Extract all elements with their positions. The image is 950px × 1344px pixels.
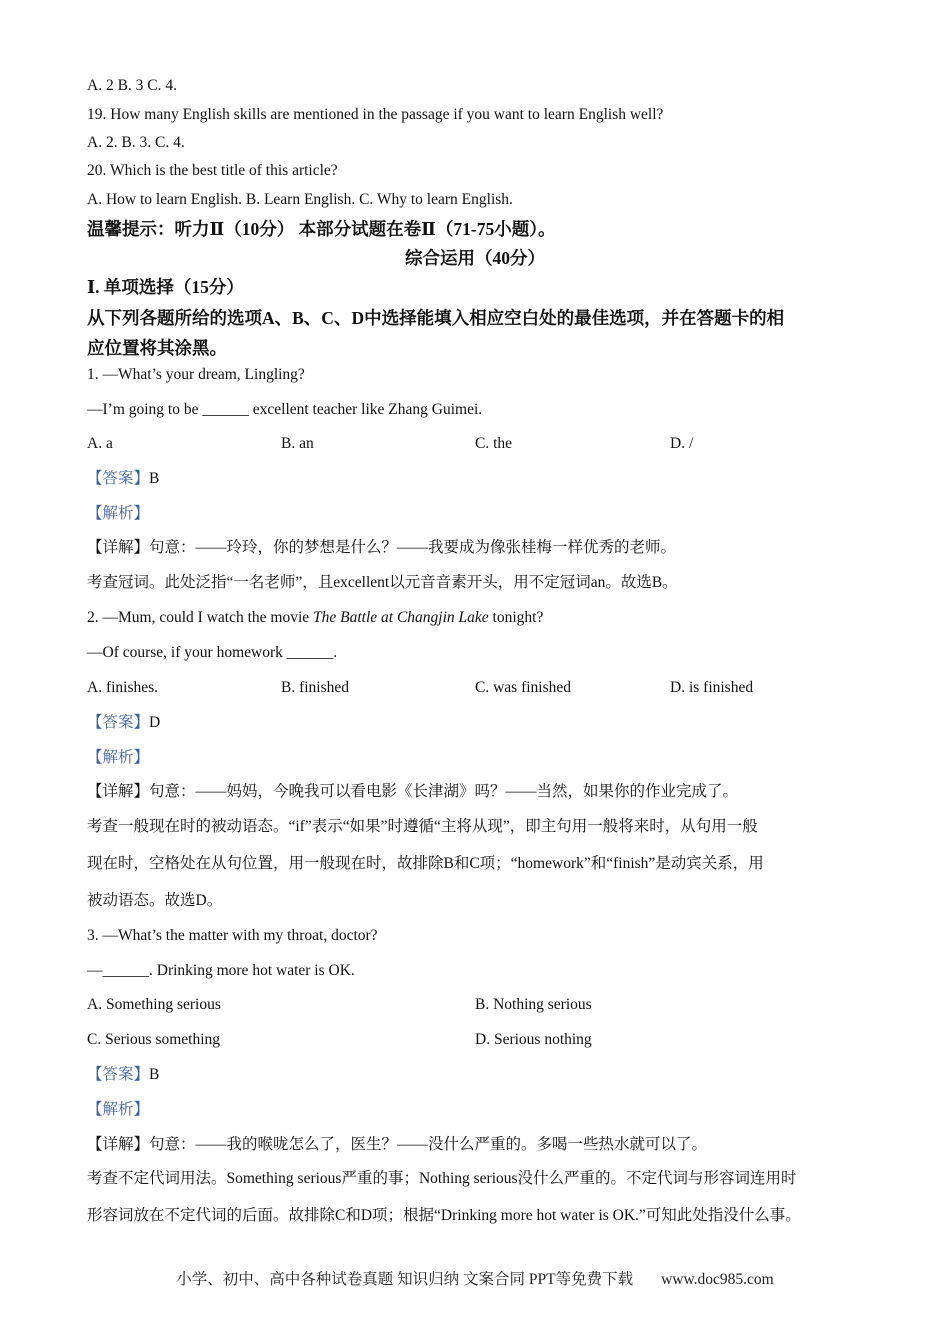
q20-question: 20. Which is the best title of this article?: [87, 162, 338, 179]
listening-notice: 温馨提示：听力Ⅱ（10分） 本部分试题在卷Ⅱ（71-75小题）。: [87, 219, 556, 239]
q3-option-b: B. Nothing serious: [475, 996, 592, 1013]
q2-option-a: A. finishes.: [87, 679, 159, 696]
q2-line1-prefix: 2. —Mum, could I watch the movie: [87, 609, 313, 626]
q1-line1: 1. —What’s your dream, Lingling?: [87, 366, 305, 383]
q1-option-a: A. a: [87, 435, 113, 452]
answer-label: 【答案】: [87, 1066, 150, 1083]
detail-text: 句意：——我的喉咙怎么了，医生？——没什么严重的。多喝一些热水就可以了。: [149, 1136, 708, 1153]
q2-explanation-line-1: 考查一般现在时的被动语态。“if”表示“如果”时遵循“主将从现”，即主句用一般将来时，从句用一般: [87, 818, 758, 835]
q3-option-d: D. Serious nothing: [475, 1031, 592, 1048]
q2-option-d: D. is finished: [670, 679, 754, 696]
q2-line2: —Of course, if your homework ______.: [87, 644, 338, 661]
q19-options: A. 2. B. 3. C. 4.: [87, 134, 185, 151]
q1-detail: [87, 538, 676, 558]
q2-explanation-line-2: 现在时，空格处在从句位置，用一般现在时，故排除B和C项；“homework”和“finish”是动宾关系，用: [87, 855, 764, 872]
answer-value: D: [149, 714, 161, 731]
q3-explanation-line-2: 形容词放在不定代词的后面。故排除C和D项；根据“Drinking more hot water is OK.”可知此处指没什么事。: [87, 1207, 801, 1224]
q1-explanation-line-1: 考查冠词。此处泛指“一名老师”，且excellent以元音音素开头，用不定冠词an。故选B。: [87, 574, 678, 591]
q3-option-a: A. Something serious: [87, 996, 221, 1013]
q3-answer: [87, 1065, 159, 1085]
q2-line1-suffix: tonight?: [488, 609, 544, 626]
q3-analysis-label: [87, 1100, 149, 1120]
q1-answer: [87, 469, 159, 489]
footer-site-link[interactable]: www.doc985.com: [661, 1271, 774, 1288]
q3-option-c: C. Serious something: [87, 1031, 221, 1048]
q19-question: 19. How many English skills are mentioned in the passage if you want to learn English well?: [87, 106, 664, 123]
q1-analysis-label: [87, 504, 149, 524]
analysis-label: 【解析】: [87, 749, 150, 766]
q2-option-b: B. finished: [281, 679, 350, 696]
page-footer: [0, 1270, 950, 1290]
q3-explanation-line-1: 考查不定代词用法。Something serious严重的事；Nothing serious没什么严重的。不定代词与形容词连用时: [87, 1170, 797, 1187]
q2-option-c: C. was finished: [475, 679, 572, 696]
q1-line2: —I’m going to be ______ excellent teacher like Zhang Guimei.: [87, 401, 483, 418]
instruction-line-1: 从下列各题所给的选项A、B、C、D中选择能填入相应空白处的最佳选项，并在答题卡的相: [87, 308, 785, 328]
q2-line1: [87, 608, 543, 628]
q2-analysis-label: [87, 748, 149, 768]
q18-options: A. 2 B. 3 C. 4.: [87, 77, 177, 94]
q3-line1: 3. —What’s the matter with my throat, doctor?: [87, 927, 378, 944]
q20-options: A. How to learn English. B. Learn English. C. Why to learn English.: [87, 191, 513, 208]
q2-explanation-line-3: 被动语态。故选D。: [87, 892, 223, 909]
analysis-label: 【解析】: [87, 505, 150, 522]
answer-value: B: [149, 470, 160, 487]
detail-label: 【详解】: [87, 1136, 150, 1153]
q3-line2: —______. Drinking more hot water is OK.: [87, 962, 355, 979]
q3-detail: [87, 1135, 707, 1155]
q1-option-c: C. the: [475, 435, 513, 452]
footer-text: 小学、初中、高中各种试卷真题 知识归纳 文案合同 PPT等免费下载: [176, 1271, 634, 1288]
section-title: 综合运用（40分）: [405, 248, 545, 268]
q1-option-b: B. an: [281, 435, 314, 452]
q1-option-d: D. /: [670, 435, 694, 452]
detail-text: 句意：——妈妈，今晚我可以看电影《长津湖》吗？——当然，如果你的作业完成了。: [149, 783, 739, 800]
part-title: Ⅰ. 单项选择（15分）: [87, 277, 244, 297]
movie-title: The Battle at Changjin Lake: [313, 609, 489, 626]
detail-text: 句意：——玲玲，你的梦想是什么？——我要成为像张桂梅一样优秀的老师。: [149, 539, 677, 556]
analysis-label: 【解析】: [87, 1101, 150, 1118]
q2-answer: [87, 713, 160, 733]
q2-detail: [87, 782, 738, 802]
detail-label: 【详解】: [87, 783, 150, 800]
detail-label: 【详解】: [87, 539, 150, 556]
instruction-line-2: 应位置将其涂黑。: [87, 338, 227, 358]
answer-label: 【答案】: [87, 714, 150, 731]
answer-value: B: [149, 1066, 160, 1083]
answer-label: 【答案】: [87, 470, 150, 487]
